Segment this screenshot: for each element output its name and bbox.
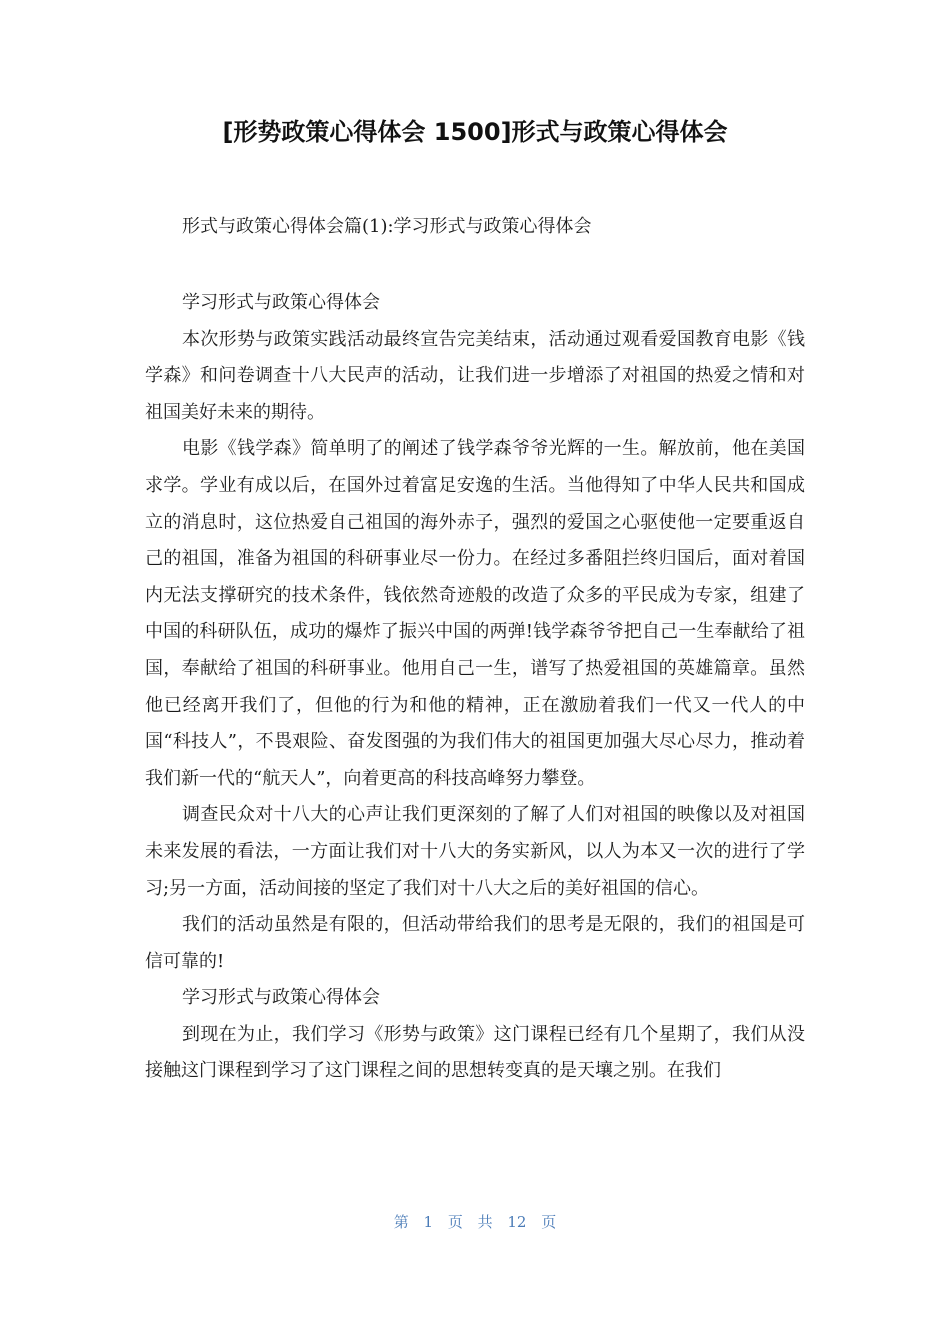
paragraph: 电影《钱学森》简单明了的阐述了钱学森爷爷光辉的一生。解放前，他在美国求学。学业有成以后，在国外过着富足安逸的生活。当他得知了中华人民共和国成立的消息时，这位热爱自己祖国的海外赤子，强烈的爱国之心驱使他一定要重返自己的祖国，准备为祖国的科研事业尽一份力。在经过多番阻拦终归国后，面对着国内无法支撑研究的技术条件，钱依然奇迹般的改造了众多的平民成为专家，组建了中国的科研队伍，成功的爆炸了振兴中国的两弹!钱学森爷爷把自己一生奉献给了祖国，奉献给了祖国的科研事业。他用自己一生，谱写了热爱祖国的英雄篇章。虽然他已经离开我们了，但他的行为和他的精神，正在激励着我们一代又一代人的中国“科技人”，不畏艰险、奋发图强的为我们伟大的祖国更加强大尽心尽力，推动着我们新一代的“航天人”，向着更高的科技高峰努力攀登。: [145, 438, 805, 789]
paragraph: 到现在为止，我们学习《形势与政策》这门课程已经有几个星期了，我们从没接触这门课程到学习了这门课程之间的思想转变真的是天壤之别。在我们: [145, 1023, 805, 1082]
document-body: [145, 285, 805, 1090]
paragraph: 调查民众对十八大的心声让我们更深刻的了解了人们对祖国的映像以及对祖国未来发展的看法，一方面让我们对十八大的务实新风，以人为本又一次的进行了学习;另一方面，活动间接的坚定了我们对十八大之后的美好祖国的信心。: [145, 804, 805, 899]
paragraph-subheading: 学习形式与政策心得体会: [182, 292, 380, 313]
paragraph: 本次形势与政策实践活动最终宣告完美结束，活动通过观看爱国教育电影《钱学森》和问卷调查十八大民声的活动，让我们进一步增添了对祖国的热爱之情和对祖国美好未来的期待。: [145, 328, 805, 423]
document-title: [形势政策心得体会 1500]形式与政策心得体会: [222, 118, 728, 146]
section-heading: 形式与政策心得体会篇(1):学习形式与政策心得体会: [182, 216, 592, 237]
paragraph-subheading: 学习形式与政策心得体会: [182, 987, 380, 1009]
paragraph: 我们的活动虽然是有限的，但活动带给我们的思考是无限的，我们的祖国是可信可靠的!: [145, 914, 805, 972]
page-number-footer: 第 1 页 共 12 页: [393, 1213, 557, 1231]
